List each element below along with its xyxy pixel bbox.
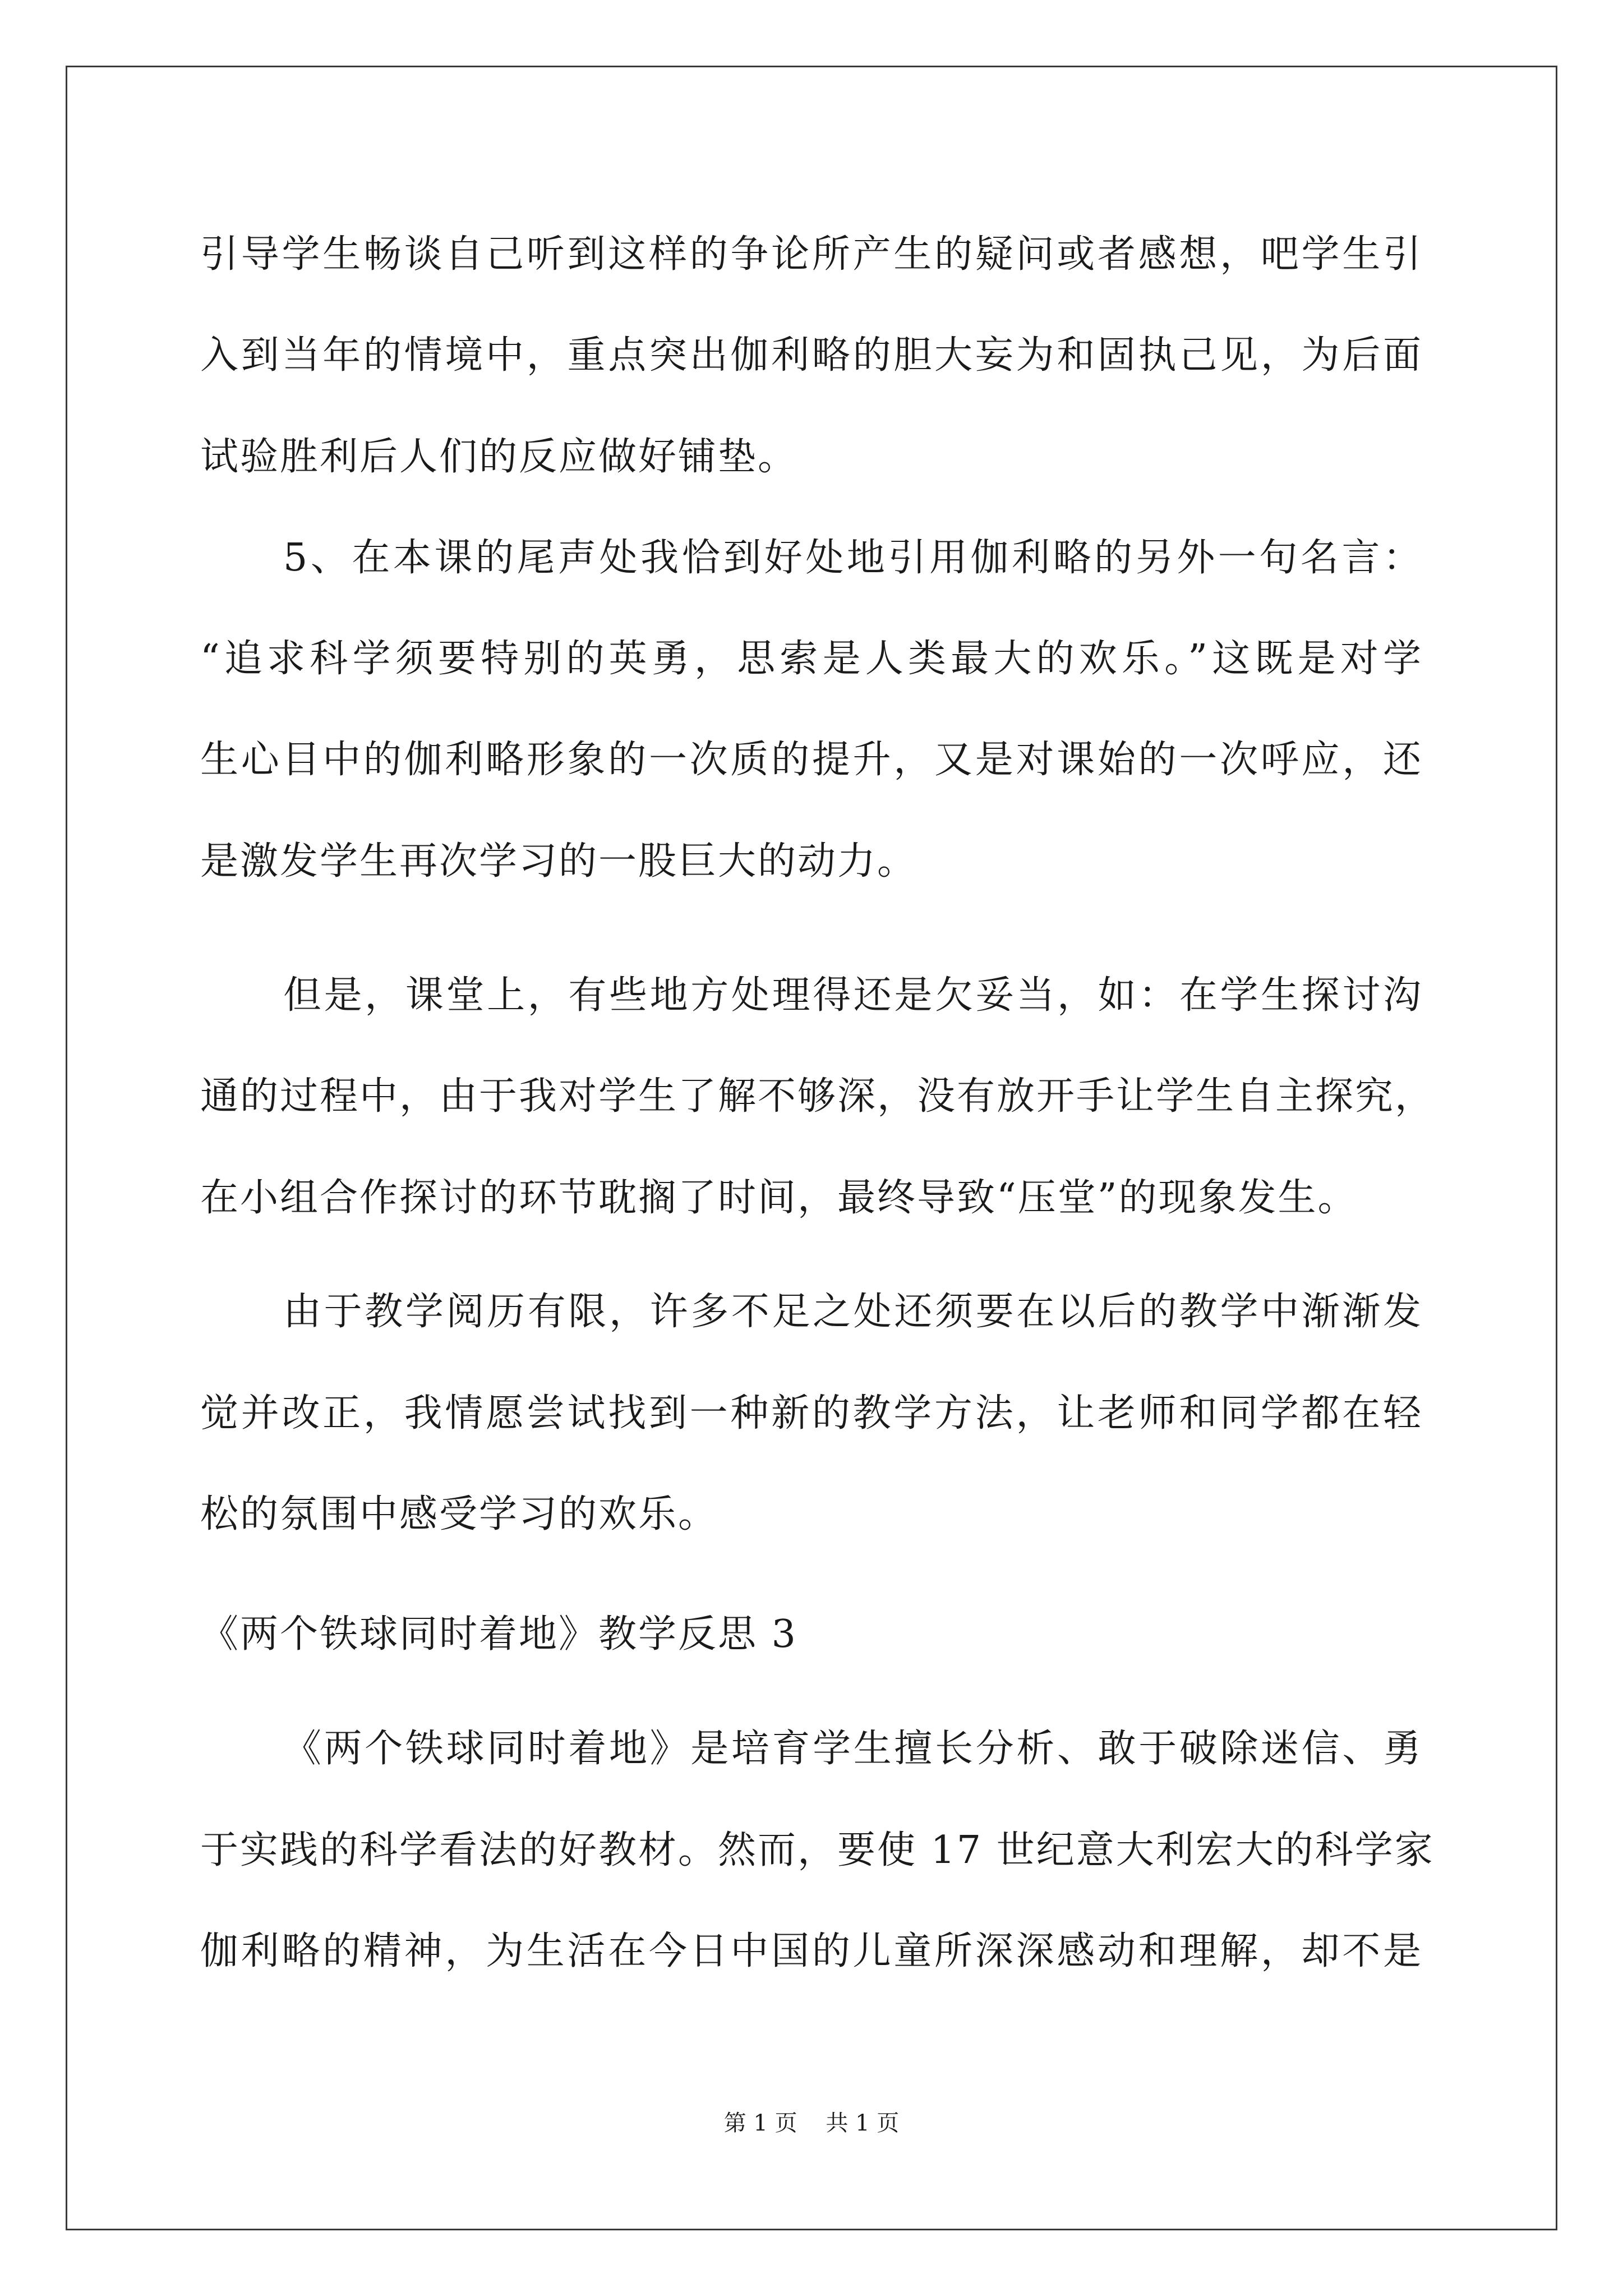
paragraph-line: 由于教学阅历有限，许多不足之处还须要在以后的教学中渐渐发 xyxy=(283,1290,1423,1334)
paragraph-line: 在小组合作探讨的环节耽搁了时间，最终导致“压堂”的现象发生。 xyxy=(200,1176,1358,1220)
paragraph-line: 伽利略的精神，为生活在今日中国的儿童所深深感动和理解，却不是 xyxy=(200,1929,1423,1973)
paragraph-line: 《两个铁球同时着地》是培育学生擅长分析、敢于破除迷信、勇 xyxy=(283,1727,1423,1771)
paragraph-line: 5、在本课的尾声处我恰到好处地引用伽利略的另外一句名言： xyxy=(283,536,1423,580)
paragraph-line: 试验胜利后人们的反应做好铺垫。 xyxy=(200,435,798,479)
page-border xyxy=(66,66,1557,2230)
page-footer: 第 1 页 共 1 页 xyxy=(723,2110,900,2136)
paragraph-line: “追求科学须要特别的英勇，思索是人类最大的欢乐。”这既是对学 xyxy=(200,637,1423,681)
paragraph-line: 于实践的科学看法的好教材。然而，要使 17 世纪意大利宏大的科学家 xyxy=(200,1828,1435,1872)
paragraph-line: 生心目中的伽利略形象的一次质的提升，又是对课始的一次呼应，还 xyxy=(200,738,1423,782)
paragraph-line: 但是，课堂上，有些地方处理得还是欠妥当，如：在学生探讨沟 xyxy=(283,973,1423,1018)
section-heading: 《两个铁球同时着地》教学反思 3 xyxy=(200,1612,797,1657)
paragraph-line: 是激发学生再次学习的一股巨大的动力。 xyxy=(200,839,917,884)
paragraph-line: 引导学生畅谈自己听到这样的争论所产生的疑问或者感想，吧学生引 xyxy=(200,232,1423,277)
paragraph-line: 觉并改正，我情愿尝试找到一种新的教学方法，让老师和同学都在轻 xyxy=(200,1391,1423,1435)
paragraph-line: 松的氛围中感受学习的欢乐。 xyxy=(200,1492,718,1536)
paragraph-line: 入到当年的情境中，重点突出伽利略的胆大妄为和固执己见，为后面 xyxy=(200,333,1423,378)
paragraph-line: 通的过程中，由于我对学生了解不够深，没有放开手让学生自主探究， xyxy=(200,1074,1435,1119)
